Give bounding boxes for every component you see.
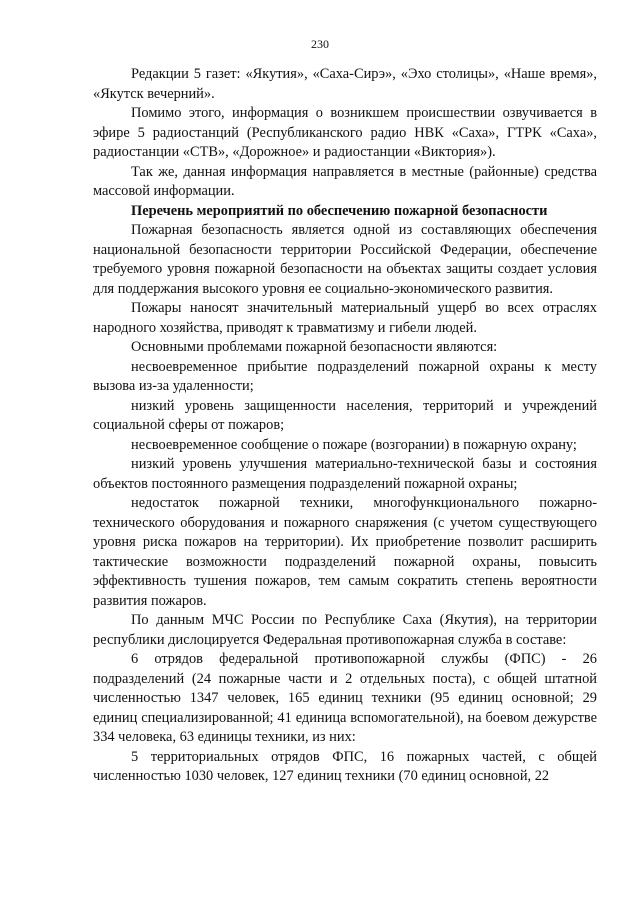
page-number: 230	[311, 37, 329, 51]
list-item: недостаток пожарной техники, многофункционального пожарно-технического оборудования и пожарного снаряжения (с учетом существующего уровня риска пожаров на территории). Их приобретение позволит расширить тактические возможности подразделений пожарной охраны, повысить эффективность тушения пожаров, тем самым сократить степень вероятности развития пожаров.	[93, 495, 597, 609]
list-item: низкий уровень защищенности населения, территорий и учреждений социальной сферы от пожаров;	[93, 397, 597, 433]
paragraph: Пожары наносят значительный материальный ущерб во всех отраслях народного хозяйства, приводят к травматизму и гибели людей.	[93, 300, 597, 336]
list-item: несвоевременное прибытие подразделений пожарной охраны к месту вызова из-за удаленности;	[93, 358, 597, 394]
paragraph: По данным МЧС России по Республике Саха (Якутия), на территории республики дислоцируется Федеральная противопожарная служба в составе:	[93, 612, 597, 648]
document-body	[93, 65, 597, 787]
list-item: низкий уровень улучшения материально-технической базы и состояния объектов постоянного размещения подразделений пожарной охраны;	[93, 456, 597, 492]
paragraph: Основными проблемами пожарной безопасности являются:	[131, 339, 498, 355]
paragraph: Помимо этого, информация о возникшем происшествии озвучивается в эфире 5 радиостанций (Республиканского радио НВК «Саха», ГТРК «Саха», радиостанции «СТВ», «Дорожное» и радиостанции «Виктория»).	[93, 105, 597, 160]
paragraph: Редакции 5 газет: «Якутия», «Саха-Сирэ», «Эхо столицы», «Наше время», «Якутск вечерний».	[93, 66, 597, 102]
paragraph: 5 территориальных отрядов ФПС, 16 пожарных частей, с общей численностью 1030 человек, 127 единиц техники (70 единиц основной, 22	[93, 748, 597, 784]
paragraph: Пожарная безопасность является одной из составляющих обеспечения национальной безопасности территории Российской Федерации, обеспечение требуемого уровня пожарной безопасности на объектах защиты создает условия для поддержания высокого уровня ее социально-экономического развития.	[93, 222, 597, 297]
section-heading: Перечень мероприятий по обеспечению пожарной безопасности	[131, 202, 548, 219]
paragraph: 6 отрядов федеральной противопожарной службы (ФПС) - 26 подразделений (24 пожарные части и 2 отдельных поста), с общей штатной численностью 1347 человек, 165 единиц техники (95 единиц основной; 29 единиц специализированной; 41 единица вспомогательной), на боевом дежурстве 334 человека, 63 единицы техники, из них:	[93, 651, 597, 745]
paragraph: Так же, данная информация направляется в местные (районные) средства массовой информации.	[93, 163, 597, 199]
list-item: несвоевременное сообщение о пожаре (возгорании) в пожарную охрану;	[131, 436, 577, 453]
